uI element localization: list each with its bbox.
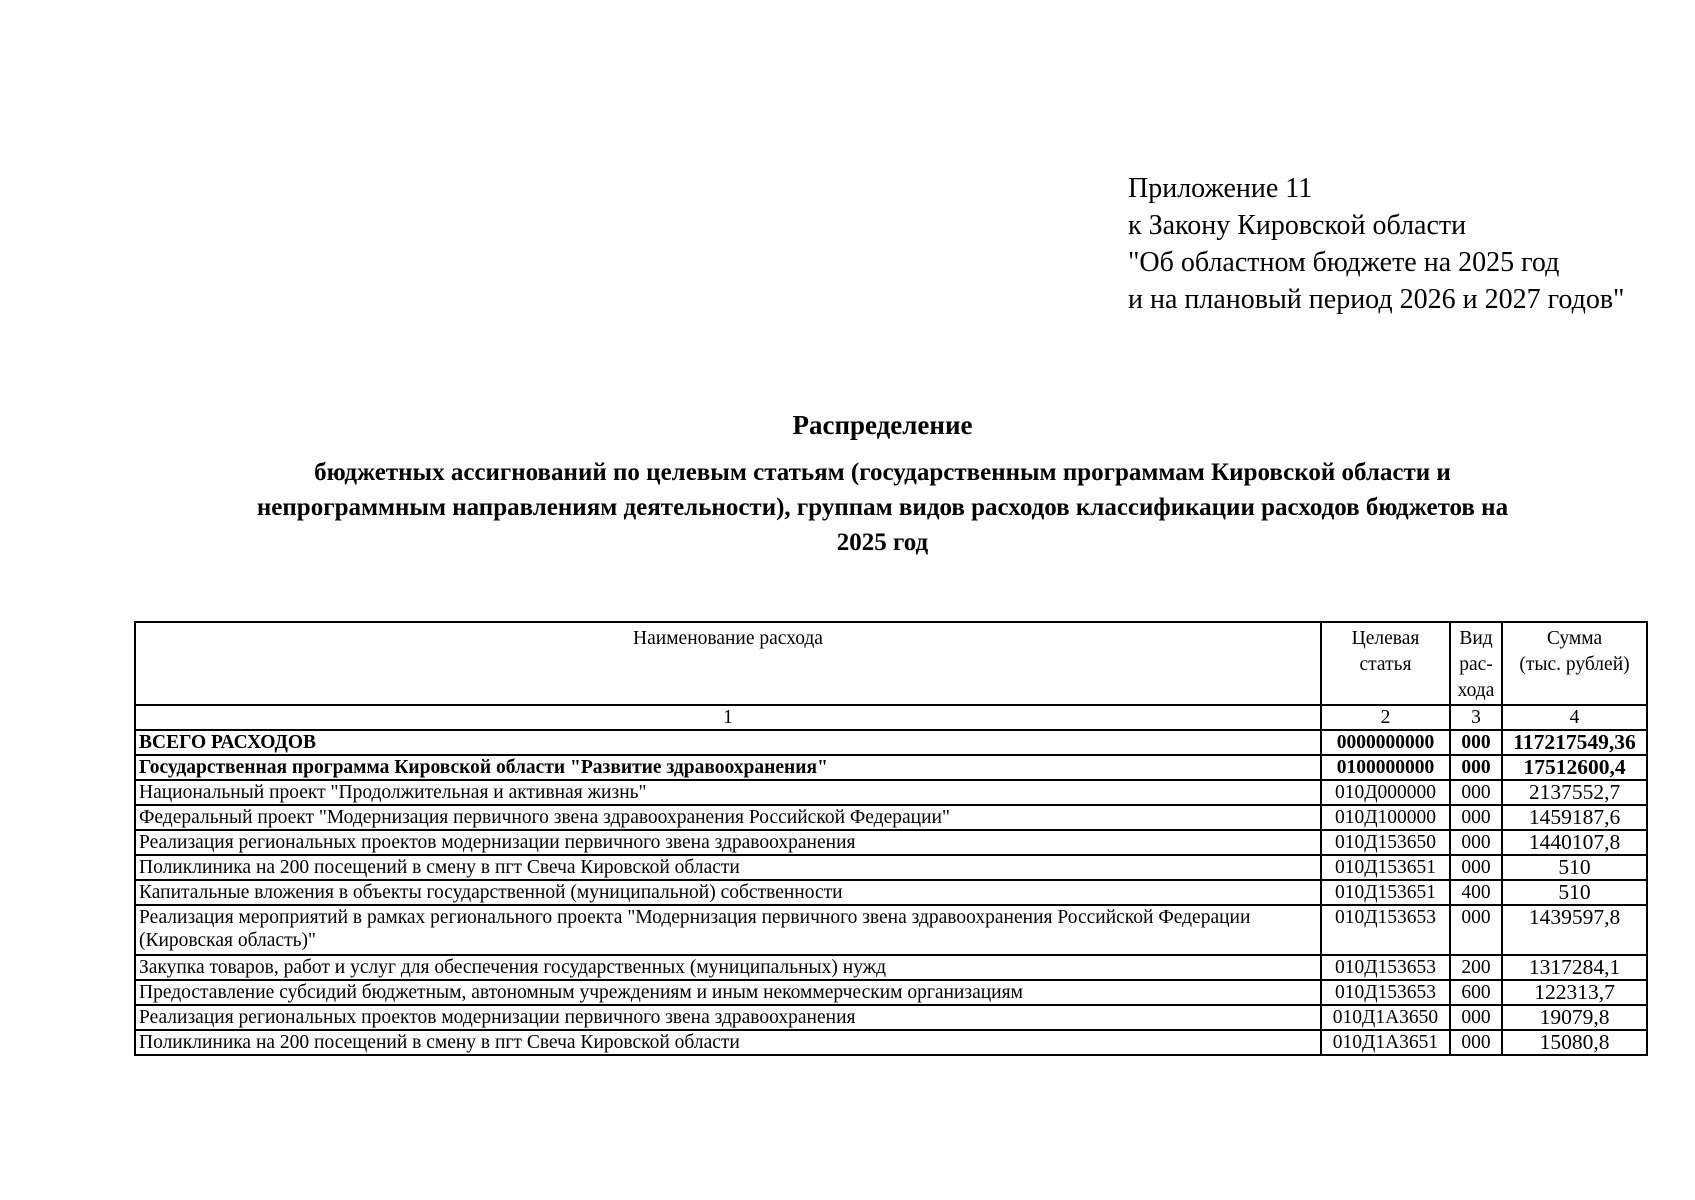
row-sum: 17512600,4 xyxy=(1502,755,1647,780)
subtitle-line-2: непрограммным направлениям деятельности), группам видов расходов классификации расходов бюджетов на xyxy=(256,494,1509,521)
appendix-note xyxy=(1128,170,1624,318)
row-sum: 117217549,36 xyxy=(1502,730,1647,755)
column-number: 1 xyxy=(135,705,1321,730)
appendix-line-1: Приложение 11 xyxy=(1128,173,1313,204)
table-row xyxy=(135,980,1647,1005)
table-row xyxy=(135,780,1647,805)
column-number: 3 xyxy=(1450,705,1502,730)
row-kind: 000 xyxy=(1450,855,1502,880)
table-row xyxy=(135,905,1647,955)
row-kind: 200 xyxy=(1450,955,1502,980)
subtitle-line-1: бюджетных ассигнований по целевым статьям (государственным программам Кировской области и xyxy=(314,459,1451,486)
header-code-line-2: статья xyxy=(1359,654,1412,675)
row-code: 010Д153653 xyxy=(1321,980,1450,1005)
table-row xyxy=(135,855,1647,880)
row-sum: 510 xyxy=(1502,880,1647,905)
row-code: 010Д153651 xyxy=(1321,880,1450,905)
table-row xyxy=(135,955,1647,980)
header-kind-line-1: Вид xyxy=(1459,628,1493,649)
table-header-row xyxy=(135,622,1647,705)
row-name: Федеральный проект "Модернизация первичного звена здравоохранения Российской Федерации" xyxy=(135,805,1321,830)
row-name: Поликлиника на 200 посещений в смену в пгт Свеча Кировской области xyxy=(135,1030,1321,1055)
row-sum: 510 xyxy=(1502,855,1647,880)
table-row xyxy=(135,805,1647,830)
row-kind: 000 xyxy=(1450,755,1502,780)
row-code: 010Д153650 xyxy=(1321,830,1450,855)
header-name: Наименование расхода xyxy=(135,622,1321,705)
row-code: 010Д153653 xyxy=(1321,955,1450,980)
row-name: Реализация мероприятий в рамках регионального проекта "Модернизация первичного звена здравоохранения Российской Федерации (Кировская область)" xyxy=(135,905,1321,955)
row-name: Реализация региональных проектов модернизации первичного звена здравоохранения xyxy=(135,830,1321,855)
row-code: 010Д100000 xyxy=(1321,805,1450,830)
row-name: Государственная программа Кировской области "Развитие здравоохранения" xyxy=(135,755,1321,780)
budget-table xyxy=(134,621,1648,1056)
column-number-row xyxy=(135,705,1647,730)
row-kind: 000 xyxy=(1450,830,1502,855)
column-number: 2 xyxy=(1321,705,1450,730)
table-row xyxy=(135,1005,1647,1030)
row-sum: 1317284,1 xyxy=(1502,955,1647,980)
row-name: Национальный проект "Продолжительная и активная жизнь" xyxy=(135,780,1321,805)
title-main: Распределение xyxy=(792,410,973,440)
row-code: 0100000000 xyxy=(1321,755,1450,780)
row-sum: 2137552,7 xyxy=(1502,780,1647,805)
row-sum: 122313,7 xyxy=(1502,980,1647,1005)
row-code: 010Д1А3651 xyxy=(1321,1030,1450,1055)
table-row xyxy=(135,755,1647,780)
row-name: Закупка товаров, работ и услуг для обеспечения государственных (муниципальных) нужд xyxy=(135,955,1321,980)
row-name: ВСЕГО РАСХОДОВ xyxy=(135,730,1321,755)
row-sum: 1440107,8 xyxy=(1502,830,1647,855)
table-row xyxy=(135,1030,1647,1055)
row-kind: 400 xyxy=(1450,880,1502,905)
header-kind-line-2: рас- xyxy=(1459,654,1493,675)
row-code: 010Д000000 xyxy=(1321,780,1450,805)
row-kind: 000 xyxy=(1450,780,1502,805)
header-code-line-1: Целевая xyxy=(1351,628,1420,649)
table-row xyxy=(135,830,1647,855)
row-name: Капитальные вложения в объекты государственной (муниципальной) собственности xyxy=(135,880,1321,905)
row-sum: 15080,8 xyxy=(1502,1030,1647,1055)
row-kind: 000 xyxy=(1450,730,1502,755)
row-name: Предоставление субсидий бюджетным, автономным учреждениям и иным некоммерческим организациям xyxy=(135,980,1321,1005)
header-sum-line-2: (тыс. рублей) xyxy=(1519,654,1630,675)
row-code: 010Д1А3650 xyxy=(1321,1005,1450,1030)
document-title xyxy=(150,407,1615,560)
row-sum: 1459187,6 xyxy=(1502,805,1647,830)
table-row xyxy=(135,880,1647,905)
row-name: Реализация региональных проектов модернизации первичного звена здравоохранения xyxy=(135,1005,1321,1030)
column-number: 4 xyxy=(1502,705,1647,730)
appendix-line-2: к Закону Кировской области xyxy=(1128,210,1467,241)
header-kind-line-3: хода xyxy=(1457,680,1495,701)
table-row xyxy=(135,730,1647,755)
appendix-line-4: и на плановый период 2026 и 2027 годов" xyxy=(1128,284,1625,315)
row-sum: 1439597,8 xyxy=(1502,905,1647,955)
row-name: Поликлиника на 200 посещений в смену в пгт Свеча Кировской области xyxy=(135,855,1321,880)
header-target-article xyxy=(1321,622,1450,705)
header-sum-line-1: Сумма xyxy=(1546,628,1603,649)
appendix-line-3: "Об областном бюджете на 2025 год xyxy=(1128,247,1560,278)
header-expense-kind xyxy=(1450,622,1502,705)
row-kind: 600 xyxy=(1450,980,1502,1005)
title-subtitle xyxy=(150,455,1615,560)
row-kind: 000 xyxy=(1450,1030,1502,1055)
row-code: 0000000000 xyxy=(1321,730,1450,755)
row-kind: 000 xyxy=(1450,1005,1502,1030)
subtitle-line-3: 2025 год xyxy=(836,529,929,556)
row-sum: 19079,8 xyxy=(1502,1005,1647,1030)
row-code: 010Д153653 xyxy=(1321,905,1450,955)
header-sum xyxy=(1502,622,1647,705)
row-kind: 000 xyxy=(1450,905,1502,955)
row-code: 010Д153651 xyxy=(1321,855,1450,880)
row-kind: 000 xyxy=(1450,805,1502,830)
